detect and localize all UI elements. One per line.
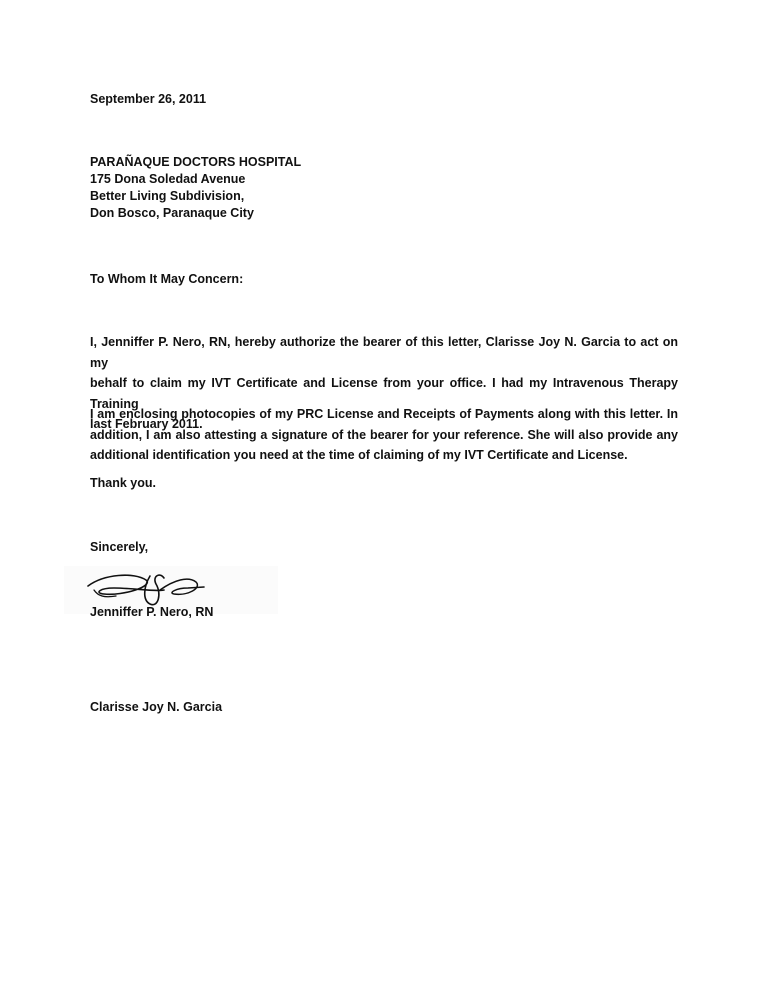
salutation: To Whom It May Concern: — [90, 272, 244, 286]
paragraph-line: last February 2011. — [90, 417, 203, 431]
paragraph-line: I, Jenniffer P. Nero, RN, hereby authorize the bearer of this letter, Clarisse Joy N. Garcia to act on my — [90, 335, 678, 370]
paragraph-line: addition, I am also attesting a signature of the bearer for your reference. She will also provide any — [90, 427, 678, 442]
paragraph-line: I am enclosing photocopies of my PRC License and Receipts of Payments along with this letter. In — [90, 407, 678, 421]
thanks-line: Thank you. — [90, 476, 156, 490]
recipient-address-line1: 175 Dona Soledad Avenue — [90, 172, 246, 186]
recipient-address-line2: Better Living Subdivision, — [90, 189, 245, 203]
recipient-address-line3: Don Bosco, Paranaque City — [90, 206, 254, 220]
paragraph-line: additional identification you need at the time of claiming of my IVT Certificate and License. — [90, 448, 628, 462]
body-paragraph-2 — [90, 404, 678, 466]
closing-line: Sincerely, — [90, 540, 149, 554]
bearer-name: Clarisse Joy N. Garcia — [90, 700, 223, 714]
letter-date: September 26, 2011 — [90, 92, 207, 106]
paragraph-line: behalf to claim my IVT Certificate and License from your office. I had my Intravenous Therapy Training — [90, 376, 678, 411]
recipient-name: PARAÑAQUE DOCTORS HOSPITAL — [90, 155, 302, 169]
signatory-name: Jenniffer P. Nero, RN — [90, 605, 214, 619]
